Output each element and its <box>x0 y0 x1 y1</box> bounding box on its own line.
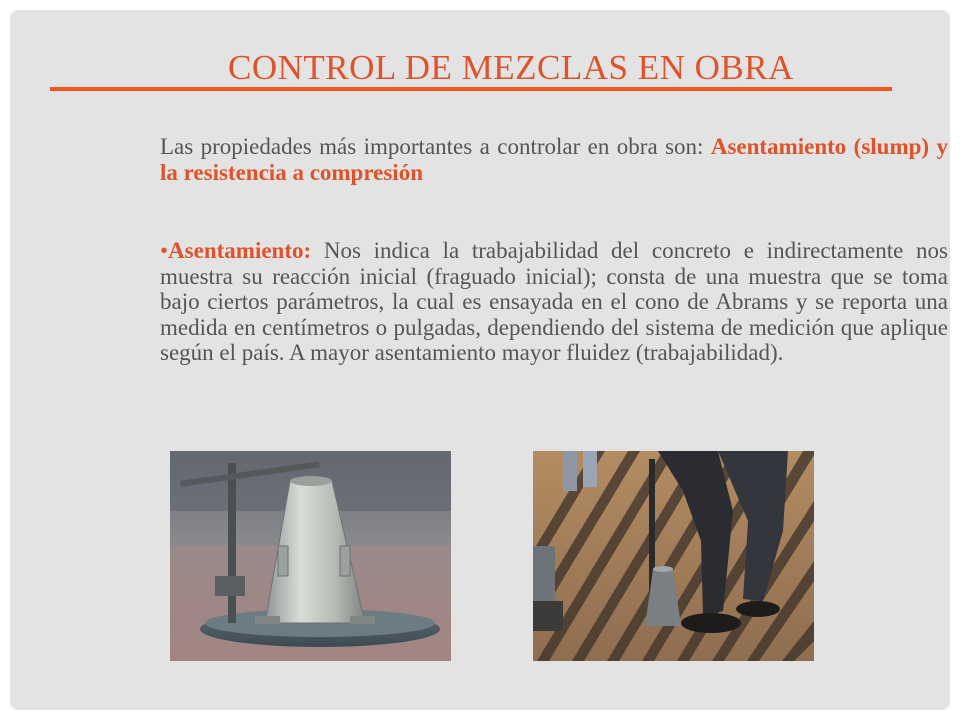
field-test-image <box>533 451 814 661</box>
bullet-marker: • <box>160 238 169 263</box>
slump-cone-photo <box>170 451 451 661</box>
title-underline <box>50 87 892 91</box>
bullet-paragraph <box>160 238 948 366</box>
intro-paragraph <box>160 134 948 185</box>
bullet-term: Asentamiento: <box>168 238 312 263</box>
intro-text: Las propiedades más importantes a controlar en obra son: <box>160 134 704 159</box>
slide <box>10 10 950 710</box>
slide-title: CONTROL DE MEZCLAS EN OBRA <box>228 48 794 87</box>
bullet-text: Nos indica la trabajabilidad del concreto e indirectamente nos muestra su reacción inicial (fraguado inicial); consta de una muestra que se toma bajo ciertos parámetros, la cual es ensayada en el cono de Abrams y se reporta una medida en centímetros o pulgadas, dependiendo del sistema de medición que aplique según el país. A mayor asentamiento mayor fluidez (trabajabilidad). <box>160 238 948 365</box>
slump-cone-image <box>170 451 451 661</box>
intro-highlight: Asentamiento (slump) y la resistencia a compresión <box>160 134 948 185</box>
field-slump-test-photo <box>533 451 814 661</box>
